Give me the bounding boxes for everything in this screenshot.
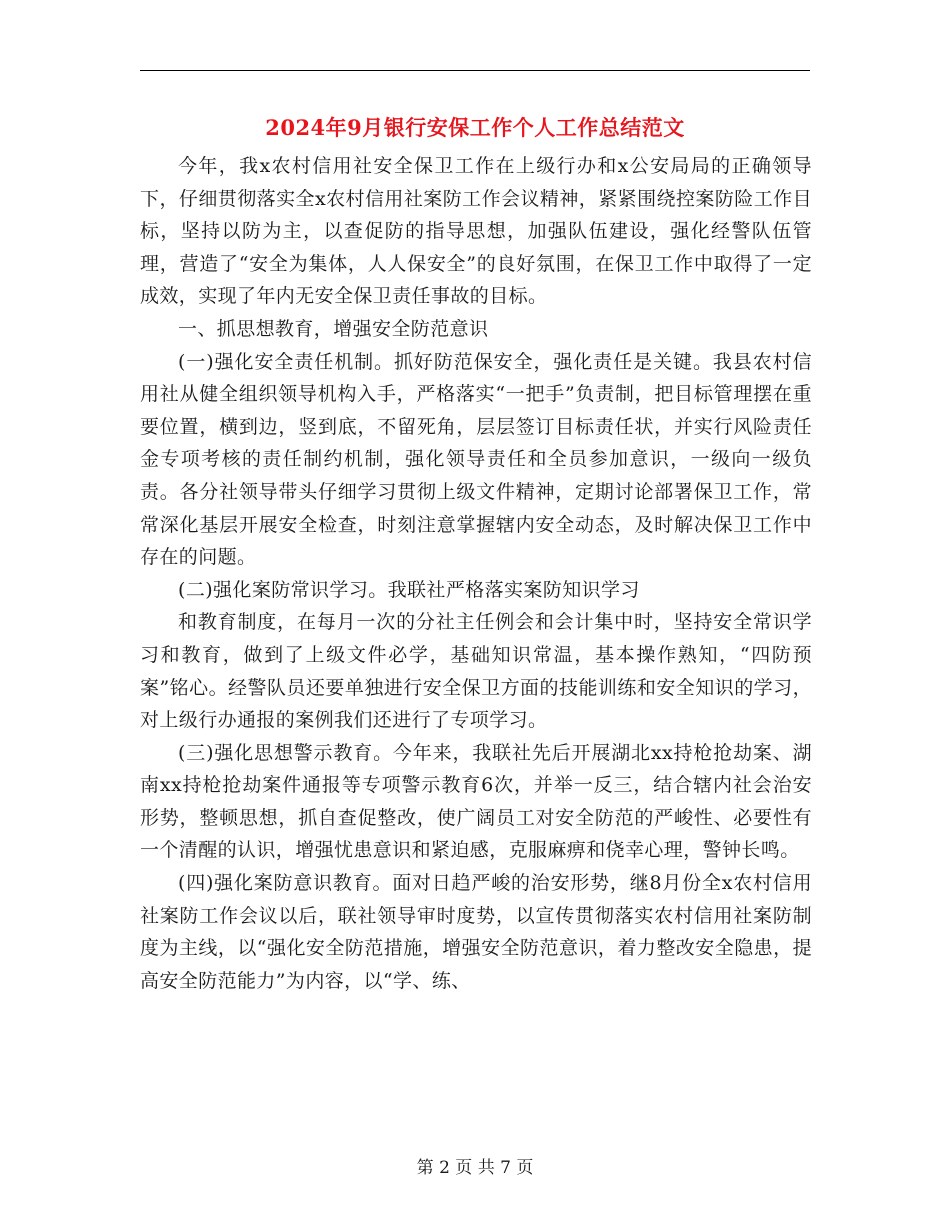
- subsection-paragraph-4: (四)强化案防意识教育。面对日趋严峻的治安形势，继8月份全x农村信用社案防工作会议以后，联社领导审时度势，以宣传贯彻落实农村信用社案防制度为主线，以“强化安全防范措施，增强安全防范意识，着力整改安全隐患，提高安全防范能力”为内容，以“学、练、: [140, 872, 812, 992]
- page-number: 第 2 页 共 7 页: [416, 1158, 534, 1178]
- subsection-paragraph-3: (三)强化思想警示教育。今年来，我联社先后开展湖北xx持枪抢劫案、湖南xx持枪抢劫案件通报等专项警示教育6次，并举一反三，结合辖内社会治安形势，整顿思想，抓自查促整改，使广阔员工对安全防范的严峻性、必要性有一个清醒的认识，增强忧患意识和紧迫感，克服麻痹和侥幸心理，警钟长鸣。: [140, 741, 812, 862]
- subsection-paragraph-2-continued: 和教育制度，在每月一次的分社主任例会和会计集中时，坚持安全常识学习和教育，做到了上级文件必学，基础知识常温，基本操作熟知，“四防预案”铭心。经警队员还要单独进行安全保卫方面的技能训练和安全知识的学习，对上级行办通报的案例我们还进行了专项学习。: [140, 611, 812, 732]
- subsection-paragraph-2: (二)强化案防常识学习。我联社严格落实案防知识学习: [178, 578, 640, 601]
- intro-paragraph: 今年，我x农村信用社安全保卫工作在上级行办和x公安局局的正确领导下，仔细贯彻落实全x农村信用社案防工作会议精神，紧紧围绕控案防险工作目标，坚持以防为主，以查促防的指导思想，加强队伍建设，强化经警队伍管理，营造了“安全为集体，人人保安全”的良好氛围，在保卫工作中取得了一定成效，实现了年内无安全保卫责任事故的目标。: [140, 155, 812, 308]
- document-title: 2024年9月银行安保工作个人工作总结范文: [265, 115, 685, 140]
- subsection-paragraph-1: (一)强化安全责任机制。抓好防范保安全，强化责任是关键。我县农村信用社从健全组织领导机构入手，严格落实“一把手”负责制，把目标管理摆在重要位置，横到边，竖到底，不留死角，层层签订目标责任状，并实行风险责任金专项考核的责任制约机制，强化领导责任和全员参加意识，一级向一级负责。各分社领导带头仔细学习贯彻上级文件精神，定期讨论部署保卫工作，常常深化基层开展安全检查，时刻注意掌握辖内安全动态，及时解决保卫工作中存在的问题。: [140, 350, 812, 569]
- section-heading: 一、抓思想教育，增强安全防范意识: [178, 317, 489, 340]
- header-rule: [140, 70, 810, 71]
- document-body: [140, 150, 812, 997]
